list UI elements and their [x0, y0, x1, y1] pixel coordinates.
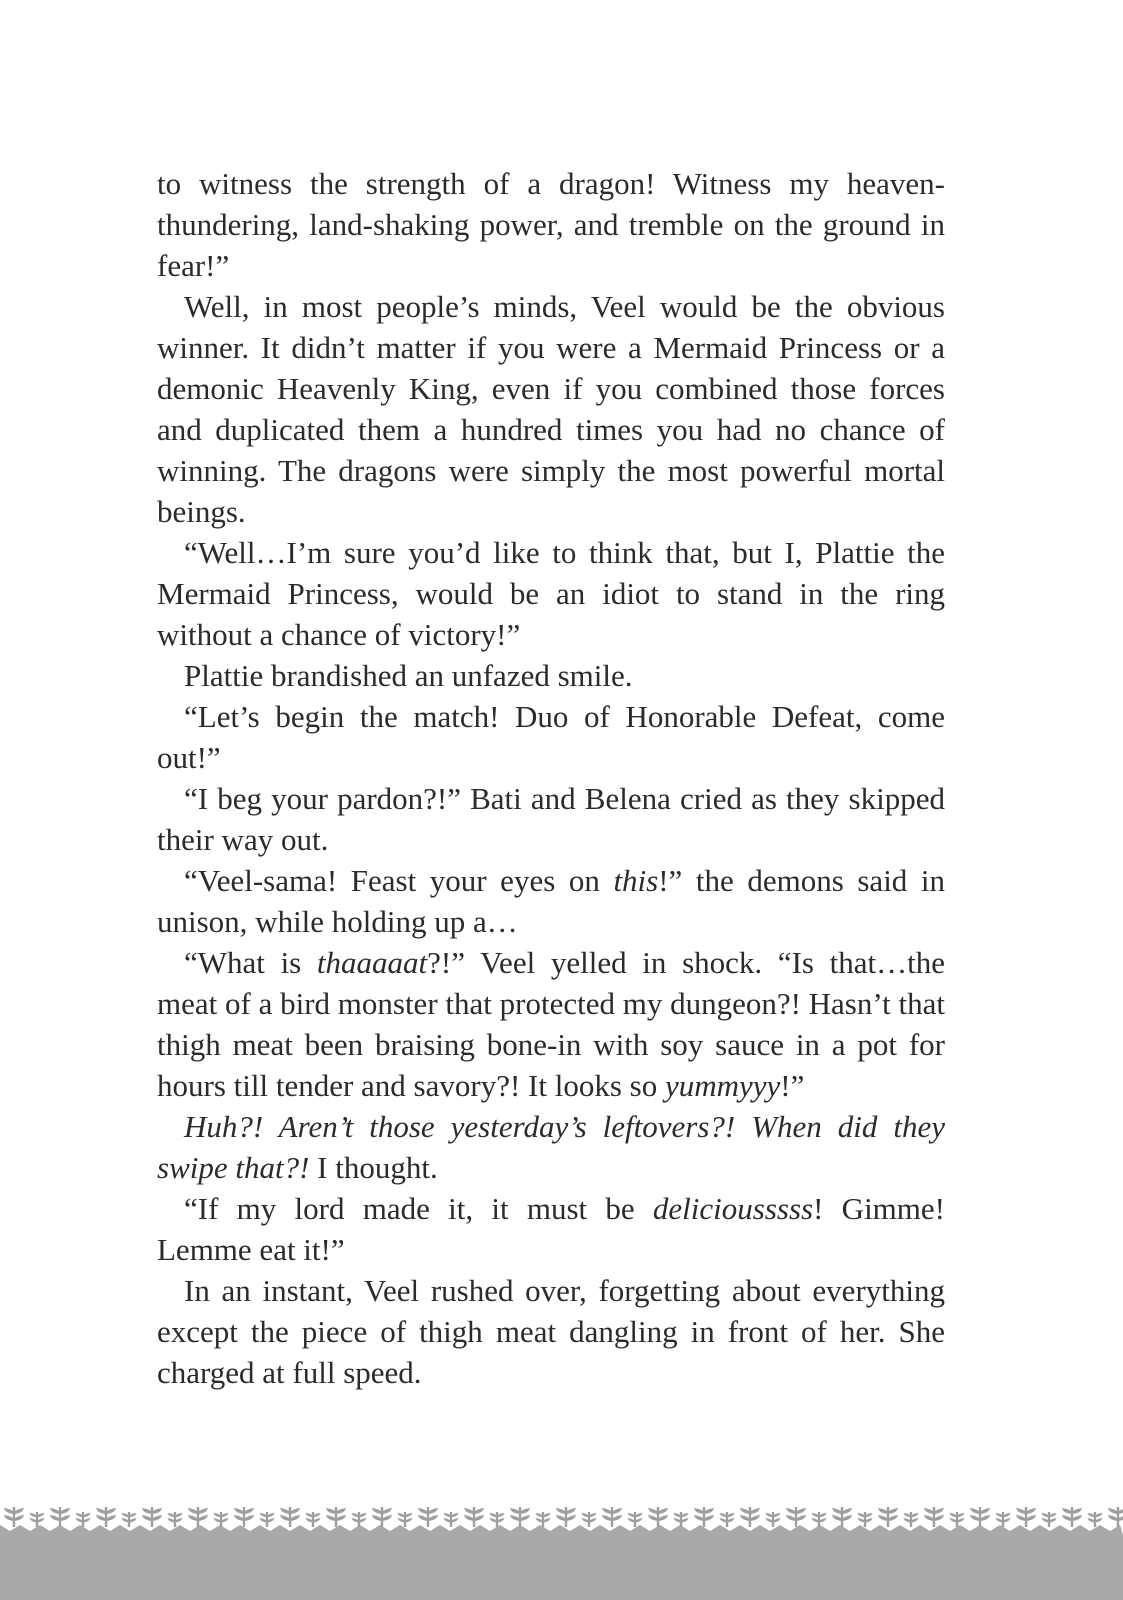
sprout-icon — [418, 1507, 438, 1527]
text-run: “What is — [184, 945, 317, 980]
sprout-icon — [720, 1512, 735, 1527]
sprout-icon — [858, 1512, 873, 1527]
sprout-icon — [556, 1507, 576, 1527]
text-run: Plattie brandished an unfazed smile. — [184, 658, 633, 693]
paragraph — [157, 532, 945, 655]
paragraph — [157, 1270, 945, 1393]
sprout-icon — [786, 1507, 806, 1527]
italic-run: yummyyy — [664, 1068, 781, 1103]
sprout-icon — [694, 1507, 714, 1527]
sprout-icon — [234, 1507, 254, 1527]
sprout-icon — [168, 1512, 183, 1527]
sprout-pattern-icon — [0, 1495, 1123, 1600]
paragraph — [157, 286, 945, 532]
sprout-icon — [398, 1512, 413, 1527]
text-run: ?!” Veel yelled in shock. “Is that…the meat of a bird monster that protected my dungeon?! Hasn’t that thigh meat been braising bone-in with soy sauce in a pot for hours till tender and savory?! It looks so — [157, 945, 945, 1103]
sprout-icon — [490, 1512, 505, 1527]
sprout-icon — [878, 1507, 898, 1527]
text-run: !” — [780, 1068, 805, 1103]
sprout-icon — [536, 1512, 551, 1527]
paragraph — [157, 1106, 945, 1188]
page-body-text — [157, 163, 945, 1393]
text-run: to witness the strength of a dragon! Witness my heaven-thundering, land-shaking power, and tremble on the ground in fear!” — [157, 166, 945, 283]
sprout-icon — [996, 1512, 1011, 1527]
sprout-icon — [306, 1512, 321, 1527]
sprout-icon — [740, 1507, 760, 1527]
sprout-icon — [280, 1507, 300, 1527]
paragraph — [157, 655, 945, 696]
paragraph — [157, 860, 945, 942]
sprout-icon — [812, 1512, 827, 1527]
footer-ornament-border — [0, 1495, 1123, 1600]
sprout-icon — [1062, 1507, 1082, 1527]
text-run: “Veel-sama! Feast your eyes on — [184, 863, 614, 898]
sprout-icon — [214, 1512, 229, 1527]
sprout-icon — [4, 1507, 24, 1527]
sprout-icon — [188, 1507, 208, 1527]
text-run: ! Gimme! Lemme eat it!” — [157, 1191, 945, 1267]
text-run: I thought. — [309, 1150, 438, 1185]
sprout-icon — [924, 1507, 944, 1527]
sprout-icon — [1108, 1507, 1123, 1527]
sprout-icon — [96, 1507, 116, 1527]
sprout-icon — [326, 1507, 346, 1527]
sprout-icon — [904, 1512, 919, 1527]
paragraph — [157, 778, 945, 860]
sprout-icon — [1088, 1512, 1103, 1527]
paragraph — [157, 696, 945, 778]
paragraph — [157, 1188, 945, 1270]
text-run: Well, in most people’s minds, Veel would be the obvious winner. It didn’t matter if you were a Mermaid Princess or a demonic Heavenly King, even if you combined those forces and duplicated them a hundred times you had no chance of winning. The dragons were simply the most powerful mortal beings. — [157, 289, 945, 529]
sprout-icon — [30, 1512, 45, 1527]
italic-run: this — [613, 863, 659, 898]
paragraph — [157, 163, 945, 286]
sprout-icon — [832, 1507, 852, 1527]
sprout-icon — [464, 1507, 484, 1527]
sprout-icon — [628, 1512, 643, 1527]
text-run: “Well…I’m sure you’d like to think that, but I, Plattie the Mermaid Princess, would be an idiot to stand in the ring without a chance of victory!” — [157, 535, 945, 652]
text-run: !” the demons said in unison, while holding up a… — [157, 863, 945, 939]
text-run: “I beg your pardon?!” Bati and Belena cried as they skipped their way out. — [157, 781, 945, 857]
sprout-icon — [602, 1507, 622, 1527]
text-run: “Let’s begin the match! Duo of Honorable Defeat, come out!” — [157, 699, 945, 775]
sprout-icon — [950, 1512, 965, 1527]
italic-run: deliciousssss — [652, 1191, 814, 1226]
sprout-icon — [648, 1507, 668, 1527]
sprout-icon — [50, 1507, 70, 1527]
paragraph — [157, 942, 945, 1106]
sprout-icon — [142, 1507, 162, 1527]
sprout-icon — [582, 1512, 597, 1527]
sprout-icon — [766, 1512, 781, 1527]
sprout-icon — [444, 1512, 459, 1527]
text-run: In an instant, Veel rushed over, forgetting about everything except the piece of thigh meat dangling in front of her. She charged at full speed. — [157, 1273, 945, 1390]
sprout-icon — [1016, 1507, 1036, 1527]
footer-band — [0, 1525, 1123, 1600]
sprout-icon — [510, 1507, 530, 1527]
sprout-icon — [1042, 1512, 1057, 1527]
sprout-icon — [970, 1507, 990, 1527]
sprout-icon — [260, 1512, 275, 1527]
text-run: “If my lord made it, it must be — [184, 1191, 653, 1226]
sprout-icon — [122, 1512, 137, 1527]
sprout-icon — [674, 1512, 689, 1527]
sprout-icon — [352, 1512, 367, 1527]
sprout-icon — [372, 1507, 392, 1527]
sprout-icon — [76, 1512, 91, 1527]
italic-run: thaaaaat — [316, 945, 428, 980]
italic-run: Huh?! Aren’t those yesterday’s leftovers?! When did they swipe that?! — [157, 1109, 945, 1185]
